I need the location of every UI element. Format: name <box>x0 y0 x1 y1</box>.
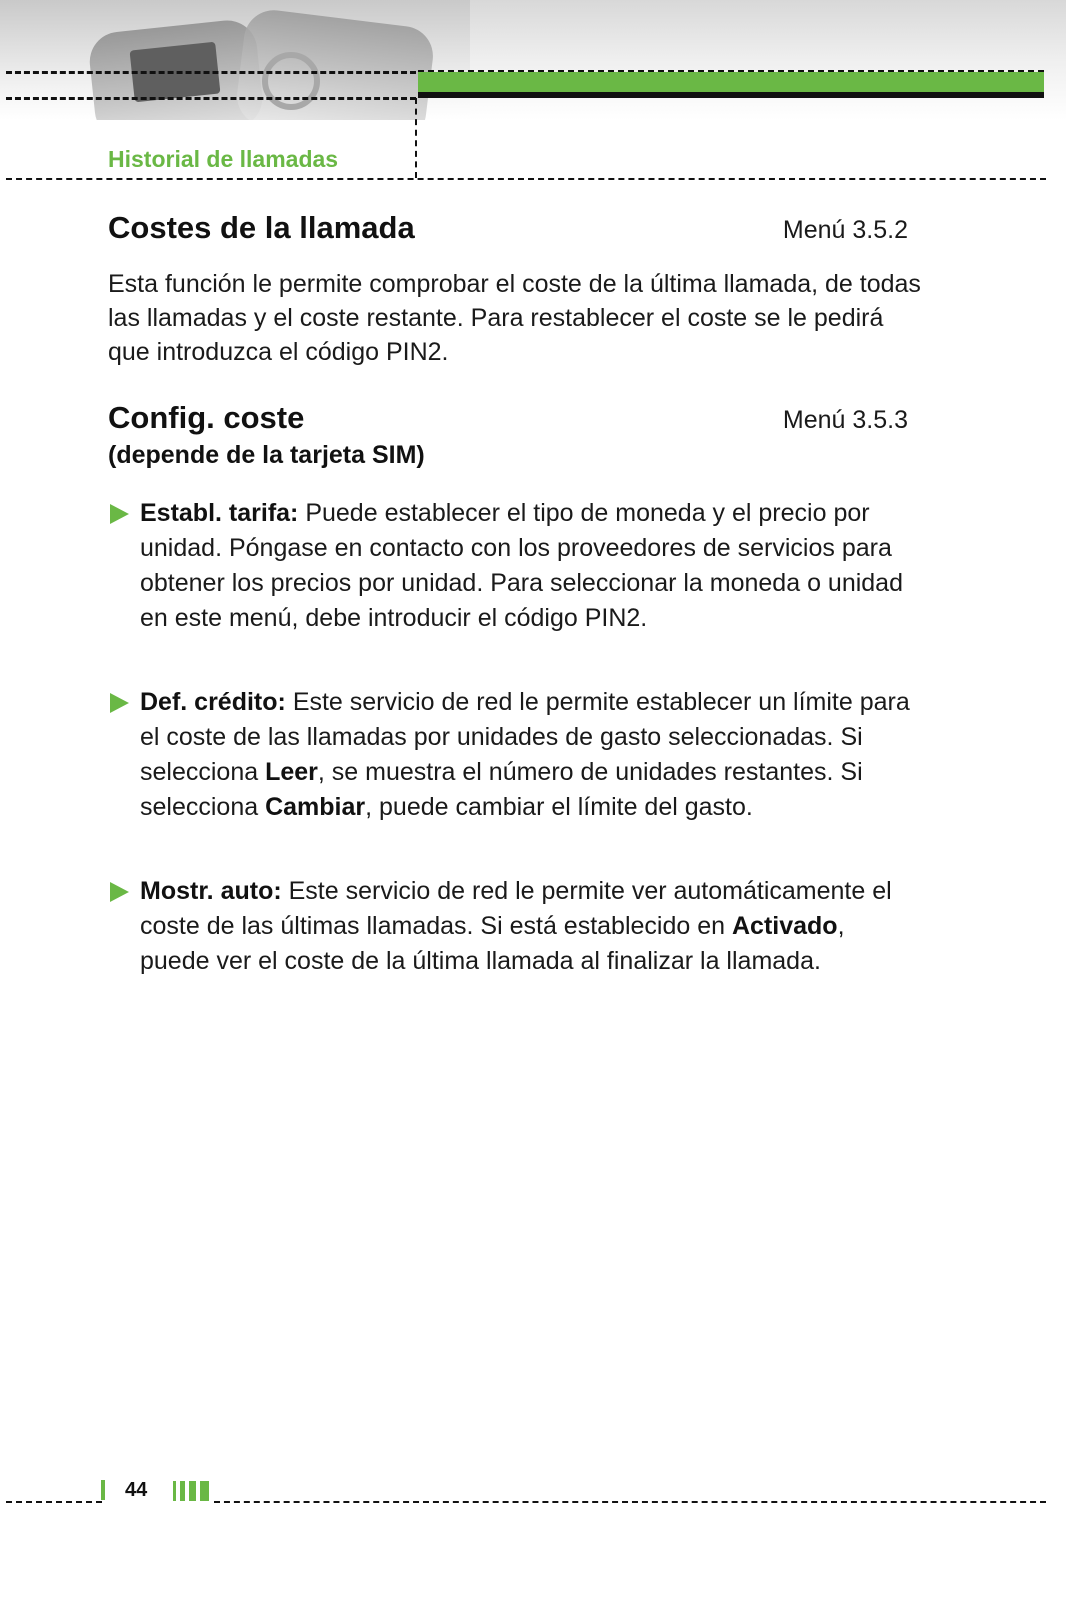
phone-camera-ring <box>262 52 320 110</box>
heading-costes: Costes de la llamada <box>108 210 415 245</box>
bullet-text: Puede establecer el tipo de moneda y el precio por unidad. Póngase en contacto con los proveedores de servicios para obtener los precios por unidad. Para seleccionar la moneda o unidad en este menú, debe introducir el código PIN2. <box>140 499 903 632</box>
footer-bar <box>173 1481 176 1501</box>
page-number: 44 <box>125 1479 148 1501</box>
phone-image-right <box>234 7 437 120</box>
bullet-item <box>108 685 918 825</box>
footer-tick-mark <box>101 1480 105 1500</box>
paragraph-costes: Esta función le permite comprobar el coste de la última llamada, de todas las llamadas y el coste restante. Para restablecer el coste se le pedirá que introduzca el código PIN2. <box>108 270 921 366</box>
header-dashed-line-top <box>6 71 416 74</box>
bullet-text: , se muestra el número de unidades restantes. Si selecciona <box>140 758 863 821</box>
bullet-strong-activado: Activado <box>731 912 838 940</box>
header-dashed-line-middle <box>6 97 416 100</box>
heading-config: Config. coste <box>108 400 305 435</box>
bullet-strong-leer: Leer <box>265 758 318 786</box>
footer-dashed-line-left <box>6 1501 102 1503</box>
heading-row-config <box>108 400 908 436</box>
subheading-config: (depende de la tarjeta SIM) <box>108 441 425 469</box>
bullet-text: Este servicio de red le permite ver automáticamente el coste de las últimas llamadas. Si está establecido en <box>140 877 892 940</box>
triangle-bullet-icon <box>110 693 129 713</box>
green-bar-top-dash <box>418 70 1044 72</box>
footer-bar <box>189 1481 196 1501</box>
section-label: Historial de llamadas <box>108 146 339 172</box>
bullet-term: Def. crédito: <box>140 688 286 716</box>
header-dashed-divider <box>415 98 417 178</box>
heading-row-costes <box>108 210 908 246</box>
menu-ref-config: Menú 3.5.3 <box>782 406 908 434</box>
bullet-item <box>108 496 918 636</box>
bullet-item <box>108 874 918 979</box>
bullet-text: , puede cambiar el límite del gasto. <box>365 793 753 821</box>
footer-dashed-line-right <box>214 1501 1046 1503</box>
bullet-strong-cambiar: Cambiar <box>265 793 366 821</box>
triangle-bullet-icon <box>110 504 129 524</box>
bullet-term: Establ. tarifa: <box>140 499 299 527</box>
bullet-term: Mostr. auto: <box>140 877 282 905</box>
footer-bars-icon <box>173 1481 209 1501</box>
bullet-text: , puede ver el coste de la última llamada al finalizar la llamada. <box>140 912 845 975</box>
footer-bar <box>200 1481 209 1501</box>
menu-ref-costes: Menú 3.5.2 <box>782 216 908 244</box>
footer-bar <box>180 1481 185 1501</box>
triangle-bullet-icon <box>110 882 129 902</box>
header-green-bar <box>418 72 1044 98</box>
banner-sheen <box>470 0 1066 120</box>
bullet-text: Este servicio de red le permite establecer un límite para el coste de las llamadas por unidades de gasto seleccionadas. Si selecciona <box>140 688 910 786</box>
header-banner <box>0 0 1066 120</box>
header-dashed-line-bottom <box>6 178 1046 180</box>
